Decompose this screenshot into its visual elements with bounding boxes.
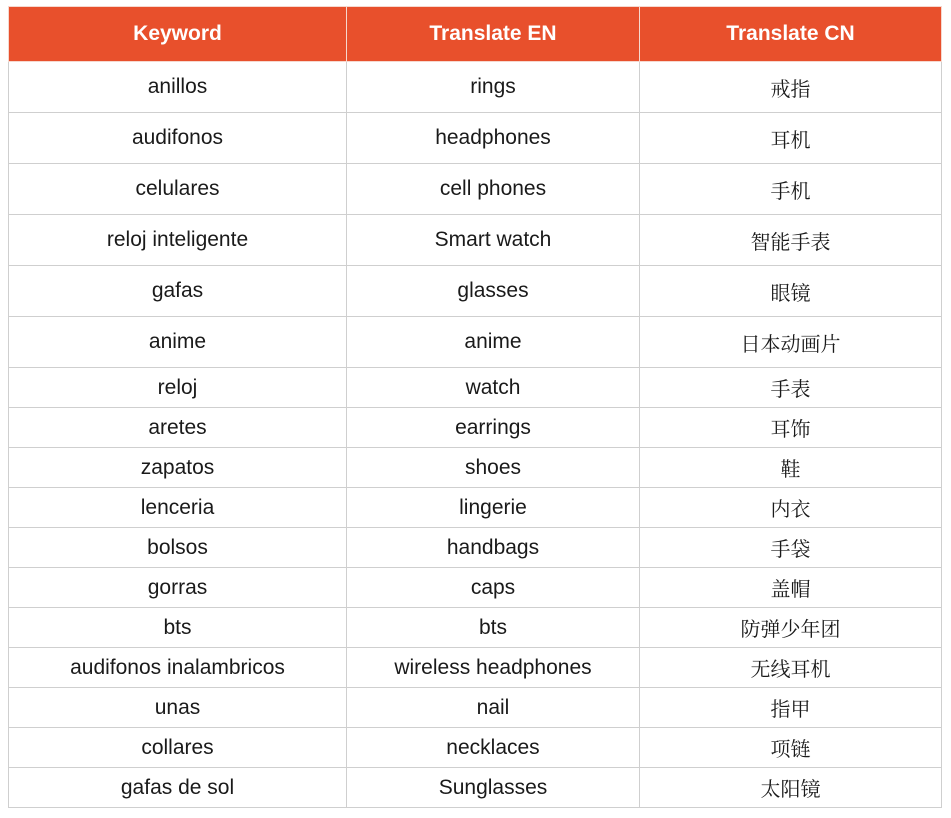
translate-en-cell: nail [347,688,640,728]
keyword-cell: gafas [9,266,347,317]
translate-en-cell: watch [347,368,640,408]
header-keyword: Keyword [9,7,347,62]
translate-cn-cell: 鞋 [640,448,942,488]
keyword-cell: audifonos inalambricos [9,648,347,688]
translate-cn-cell: 眼镜 [640,266,942,317]
table-row [9,568,942,608]
header-translate-cn: Translate CN [640,7,942,62]
keyword-cell: audifonos [9,113,347,164]
translate-en-cell: shoes [347,448,640,488]
table-row [9,317,942,368]
keyword-cell: celulares [9,164,347,215]
keyword-cell: anillos [9,62,347,113]
table-header-row [9,7,942,62]
keyword-table-container [8,6,941,808]
table-row [9,62,942,113]
keyword-translation-table [8,6,942,808]
table-row [9,528,942,568]
translate-cn-cell: 手表 [640,368,942,408]
translate-cn-cell: 太阳镜 [640,768,942,808]
table-row [9,368,942,408]
table-row [9,215,942,266]
translate-en-cell: necklaces [347,728,640,768]
translate-cn-cell: 手机 [640,164,942,215]
translate-cn-cell: 手袋 [640,528,942,568]
table-body [9,62,942,808]
keyword-cell: gafas de sol [9,768,347,808]
translate-en-cell: anime [347,317,640,368]
table-row [9,113,942,164]
translate-en-cell: Smart watch [347,215,640,266]
translate-en-cell: cell phones [347,164,640,215]
table-row [9,408,942,448]
translate-en-cell: bts [347,608,640,648]
translate-cn-cell: 耳机 [640,113,942,164]
keyword-cell: reloj [9,368,347,408]
keyword-cell: gorras [9,568,347,608]
translate-en-cell: wireless headphones [347,648,640,688]
translate-en-cell: handbags [347,528,640,568]
translate-cn-cell: 智能手表 [640,215,942,266]
translate-en-cell: caps [347,568,640,608]
table-row [9,164,942,215]
keyword-cell: collares [9,728,347,768]
table-row [9,688,942,728]
translate-en-cell: glasses [347,266,640,317]
translate-cn-cell: 指甲 [640,688,942,728]
table-row [9,448,942,488]
translate-cn-cell: 防弹少年团 [640,608,942,648]
translate-en-cell: rings [347,62,640,113]
table-row [9,608,942,648]
translate-cn-cell: 日本动画片 [640,317,942,368]
keyword-cell: lenceria [9,488,347,528]
keyword-cell: bolsos [9,528,347,568]
table-row [9,768,942,808]
translate-cn-cell: 项链 [640,728,942,768]
translate-cn-cell: 耳饰 [640,408,942,448]
keyword-cell: unas [9,688,347,728]
keyword-cell: aretes [9,408,347,448]
translate-en-cell: Sunglasses [347,768,640,808]
translate-cn-cell: 无线耳机 [640,648,942,688]
keyword-cell: reloj inteligente [9,215,347,266]
header-translate-en: Translate EN [347,7,640,62]
translate-cn-cell: 戒指 [640,62,942,113]
keyword-cell: anime [9,317,347,368]
table-row [9,648,942,688]
table-row [9,488,942,528]
translate-en-cell: earrings [347,408,640,448]
keyword-cell: zapatos [9,448,347,488]
translate-cn-cell: 盖帽 [640,568,942,608]
keyword-cell: bts [9,608,347,648]
translate-cn-cell: 内衣 [640,488,942,528]
table-row [9,728,942,768]
translate-en-cell: headphones [347,113,640,164]
table-row [9,266,942,317]
translate-en-cell: lingerie [347,488,640,528]
